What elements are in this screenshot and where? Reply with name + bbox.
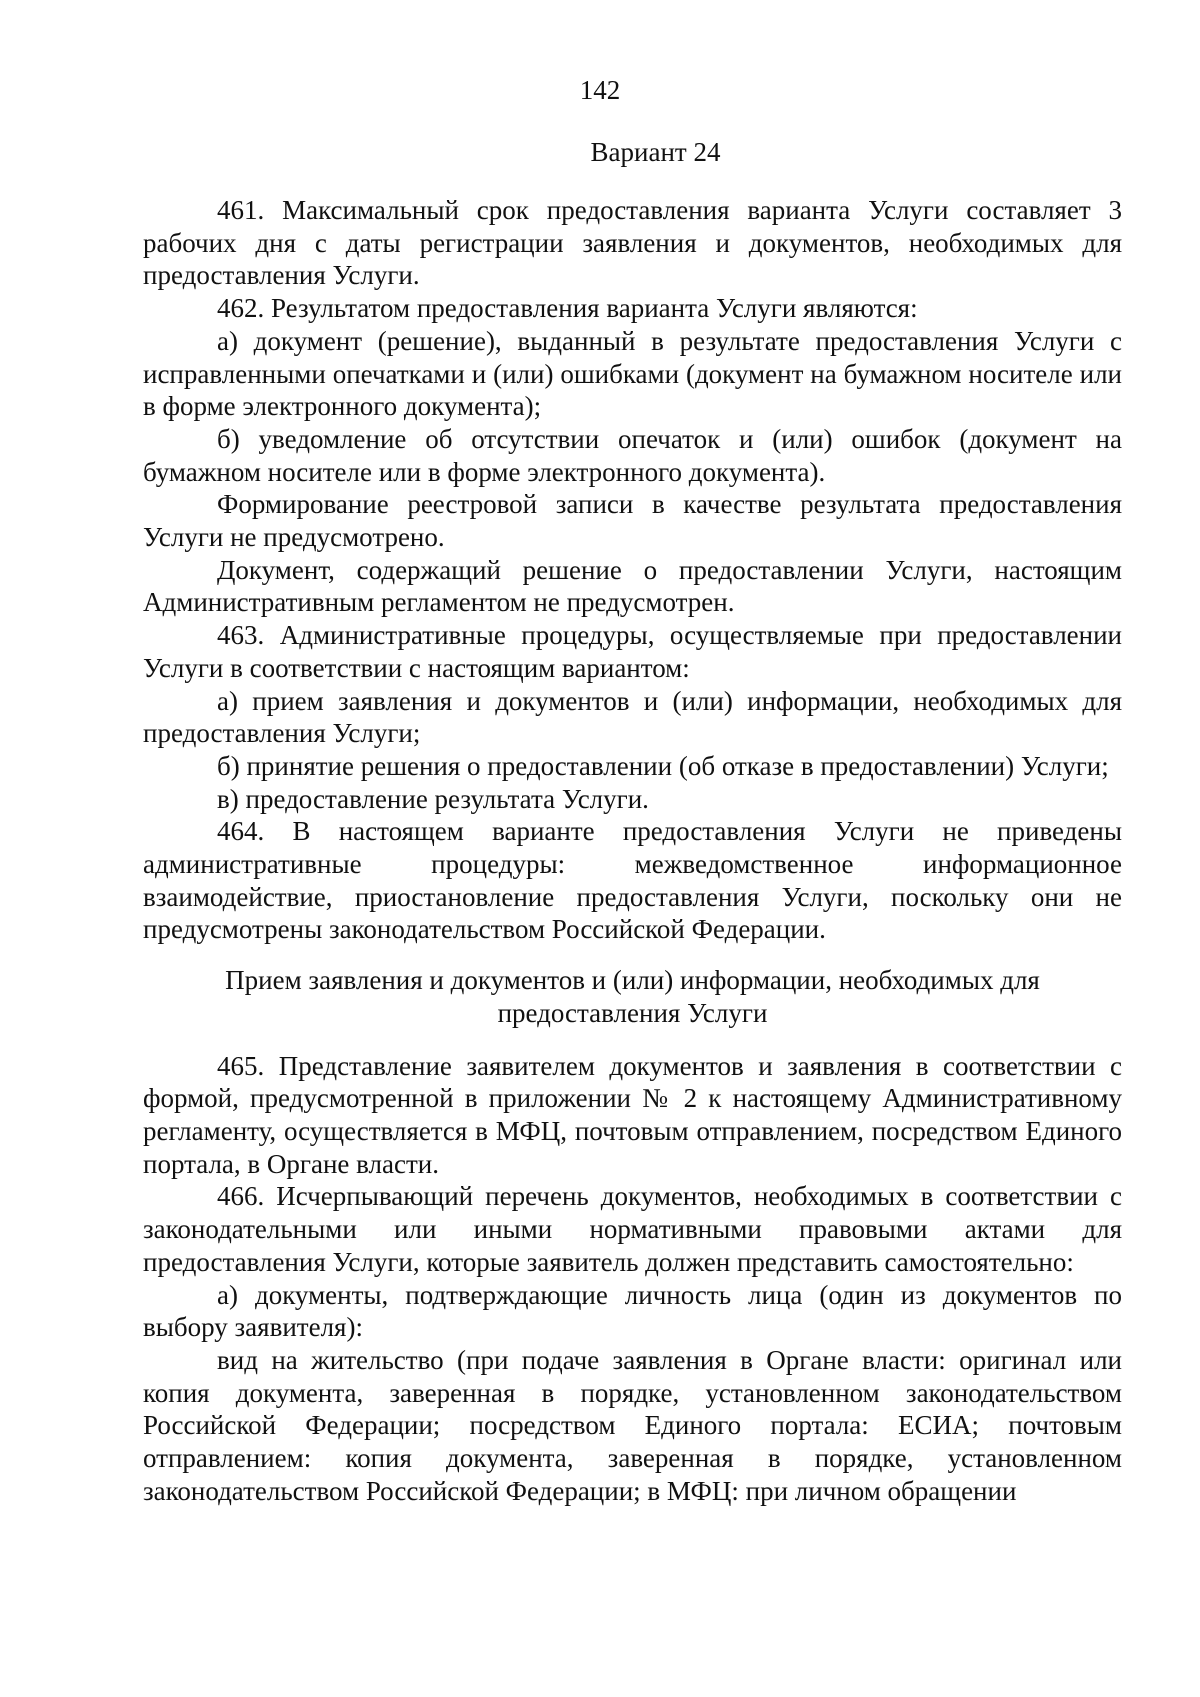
document-body	[143, 194, 1122, 1507]
paragraph-464: 464. В настоящем варианте предоставления Услуги не приведены административные процедуры: межведомственное информационное взаимодействие, приостановление предоставления Услуги, поскольку они не предусмотрены законодательством Российской Федерации.	[143, 816, 1122, 945]
paragraph-registry-record: Формирование реестровой записи в качестве результата предоставления Услуги не предусмотрено.	[143, 489, 1122, 553]
paragraph-466: 466. Исчерпывающий перечень документов, необходимых в соответствии с законодательными или иными нормативными правовыми актами для предоставления Услуги, которые заявитель должен представить самостоятельно:	[143, 1181, 1122, 1277]
paragraph-463-v: в) предоставление результата Услуги.	[217, 783, 649, 814]
paragraph-462: 462. Результатом предоставления варианта Услуги являются:	[217, 293, 918, 324]
paragraph-463-a: а) прием заявления и документов и (или) информации, необходимых для предоставления Услуги;	[143, 685, 1122, 749]
section-title-line-1: Прием заявления и документов и (или) информации, необходимых для	[225, 965, 1040, 996]
section-title-line-2: предоставления Услуги	[497, 997, 768, 1028]
variant-title: Вариант 24	[590, 137, 721, 167]
paragraph-461: 461. Максимальный срок предоставления варианта Услуги составляет 3 рабочих дня с даты регистрации заявления и документов, необходимых для предоставления Услуги.	[143, 195, 1122, 291]
paragraph-465: 465. Представление заявителем документов и заявления в соответствии с формой, предусмотренной в приложении № 2 к настоящему Административному регламенту, осуществляется в МФЦ, почтовым отправлением, посредством Единого портала, в Органе власти.	[143, 1050, 1122, 1179]
paragraph-462-b: б) уведомление об отсутствии опечаток и (или) ошибок (документ на бумажном носителе или в форме электронного документа).	[143, 423, 1122, 487]
paragraph-residence-permit: вид на жительство (при подаче заявления в Органе власти: оригинал или копия документа, заверенная в порядке, установленном законодательством Российской Федерации; посредством Единого портала: ЕСИА; почтовым отправлением: копия документа, заверенная в порядке, установленном законодательством Российской Федерации; в МФЦ: при личном обращении	[143, 1344, 1122, 1506]
paragraph-463-b: б) принятие решения о предоставлении (об отказе в предоставлении) Услуги;	[217, 750, 1109, 781]
page-number: 142	[579, 75, 621, 105]
paragraph-462-a: а) документ (решение), выданный в результате предоставления Услуги с исправленными опечатками и (или) ошибками (документ на бумажном носителе или в форме электронного документа);	[143, 325, 1122, 422]
section-title	[143, 964, 1122, 1029]
paragraph-466-a: а) документы, подтверждающие личность лица (один из документов по выбору заявителя):	[143, 1279, 1122, 1343]
paragraph-decision-document: Документ, содержащий решение о предоставлении Услуги, настоящим Административным регламентом не предусмотрен.	[143, 554, 1122, 618]
paragraph-463: 463. Административные процедуры, осуществляемые при предоставлении Услуги в соответствии с настоящим вариантом:	[143, 620, 1122, 683]
